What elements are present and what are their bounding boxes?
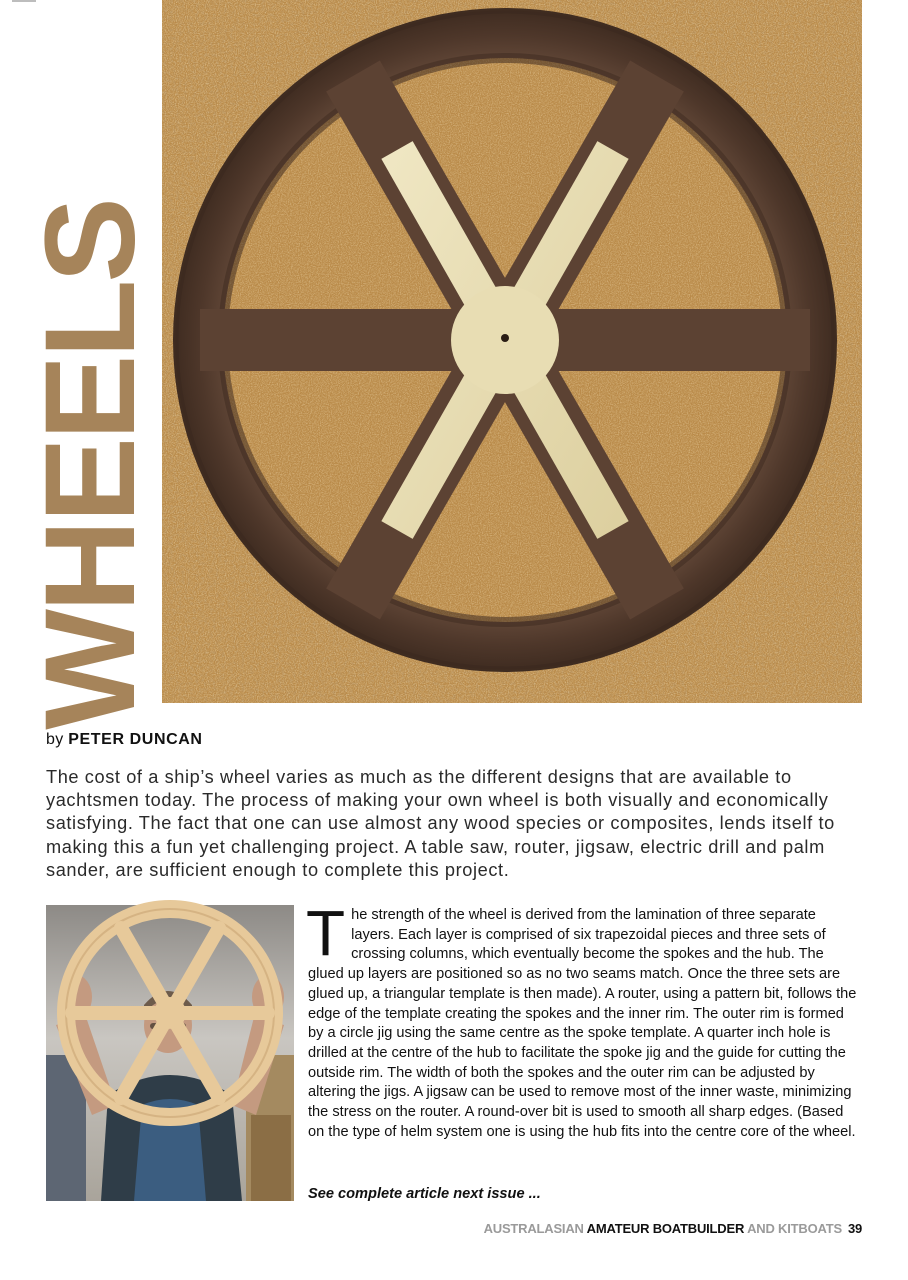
body-paragraph: he strength of the wheel is derived from the lamination of three separate layers. Each layer is comprised of six trapezoidal pieces and three sets of crossing columns, which eventually become the spokes and the hub. The glued up layers are positioned so as no two seams match. Once the three sets are glued up, a triangular template is then made). A router, using a pattern bit, follows the edge of the template creating the spokes and the inner rim. The outer rim is formed by a circle jig using the same centre as the spoke template. A quarter inch hole is drilled at the centre of the hub to facilitate the spoke jig and the guide for cutting the outside rim. The width of both the spokes and the outer rim can be adjusted by altering the jigs. A jigsaw can be used to remove most of the inner waste, minimizing the stress on the router. A round-over bit is used to smooth all sharp edges. (Based on the type of helm system one is using the hub fits into the centre core of the wheel. <box>308 907 857 1140</box>
continued-note: See complete article next issue ... <box>308 1186 541 1202</box>
footer-publication-part2: AMATEUR BOATBUILDER <box>586 1221 745 1236</box>
man-holding-wheel-image <box>46 905 294 1201</box>
page-number: 39 <box>847 1221 862 1236</box>
body-text <box>306 897 862 1142</box>
footer-publication-part1: AUSTRALASIAN <box>483 1221 587 1236</box>
author-name: PETER DUNCAN <box>68 731 203 748</box>
byline <box>46 731 203 749</box>
ship-wheel-image <box>162 0 862 703</box>
intro-paragraph: The cost of a ship’s wheel varies as much as the different designs that are available to yachtsmen today. The process of making your own wheel is both visually and economically satisfying. The fact that one can use almost any wood species or composites, lends itself to making this a fun yet challenging project. A table saw, router, jigsaw, electric drill and palm sander, are sufficient enough to complete this project. <box>46 767 835 880</box>
article-title: WHEELS <box>19 200 162 730</box>
drop-cap: T <box>306 897 346 969</box>
corner-rule <box>12 0 36 2</box>
hero-photo <box>162 0 862 703</box>
inset-photo <box>46 905 294 1201</box>
byline-prefix: by <box>46 731 64 748</box>
footer-publication-part3: AND KITBOATS <box>744 1221 842 1236</box>
title-block <box>19 200 162 730</box>
page-footer <box>484 1221 862 1236</box>
